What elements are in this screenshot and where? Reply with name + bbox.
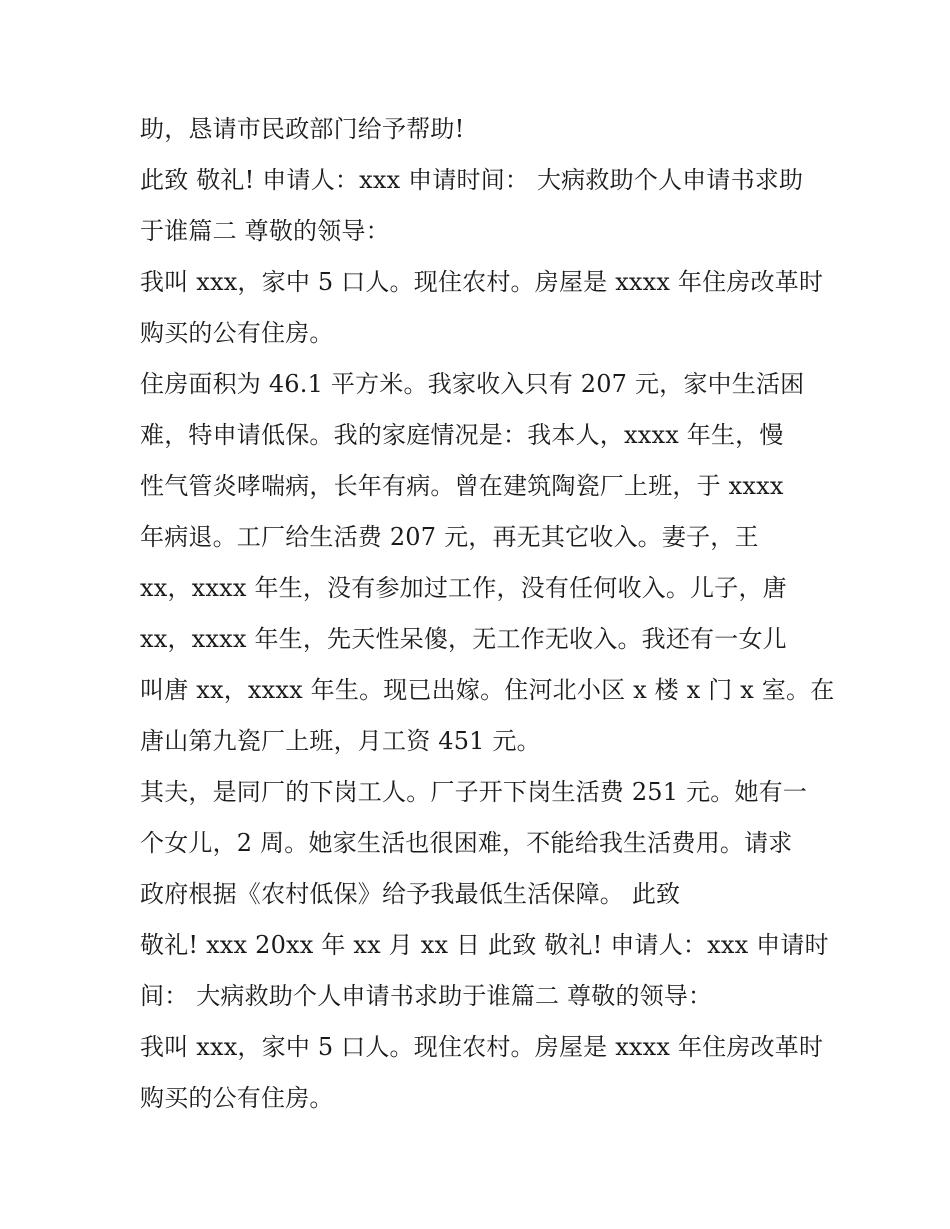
text-line: 敬礼! xxx 20xx 年 xx 月 xx 日 此致 敬礼! 申请人：xxx 申请时 (140, 931, 829, 959)
text-line: 唐山第九瓷厂上班，月工资 451 元。 (140, 727, 541, 755)
text-line: 于谁篇二 尊敬的领导： (140, 217, 390, 245)
text-line: 其夫，是同厂的下岗工人。厂子开下岗生活费 251 元。她有一 (140, 778, 808, 806)
text-line: 我叫 xxx，家中 5 口人。现住农村。房屋是 xxxx 年住房改革时 (140, 1033, 824, 1061)
text-line: 难，特申请低保。我的家庭情况是：我本人，xxxx 年生，慢 (140, 421, 784, 449)
text-line: 住房面积为 46.1 平方米。我家收入只有 207 元，家中生活困 (140, 370, 805, 398)
text-line: 间： 大病救助个人申请书求助于谁篇二 尊敬的领导： (140, 982, 713, 1010)
text-line: 购买的公有住房。 (140, 319, 334, 347)
text-line: xx，xxxx 年生，没有参加过工作，没有任何收入。儿子，唐 (140, 574, 787, 602)
text-line: 个女儿，2 周。她家生活也很困难，不能给我生活费用。请求 (140, 829, 793, 857)
text-line: 助，恳请市民政部门给予帮助! (140, 115, 465, 143)
document-body (140, 104, 835, 1124)
text-line: 购买的公有住房。 (140, 1084, 334, 1112)
text-line: 我叫 xxx，家中 5 口人。现住农村。房屋是 xxxx 年住房改革时 (140, 268, 824, 296)
text-line: 叫唐 xx，xxxx 年生。现已出嫁。住河北小区 x 楼 x 门 x 室。在 (140, 676, 835, 704)
text-line: 此致 敬礼! 申请人：xxx 申请时间： 大病救助个人申请书求助 (140, 166, 804, 194)
text-line: xx，xxxx 年生，先天性呆傻，无工作无收入。我还有一女儿 (140, 625, 787, 653)
text-line: 政府根据《农村低保》给予我最低生活保障。 此致 (140, 880, 681, 908)
text-line: 年病退。工厂给生活费 207 元，再无其它收入。妻子，王 (140, 523, 759, 551)
text-line: 性气管炎哮喘病，长年有病。曾在建筑陶瓷厂上班，于 xxxx (140, 472, 784, 500)
